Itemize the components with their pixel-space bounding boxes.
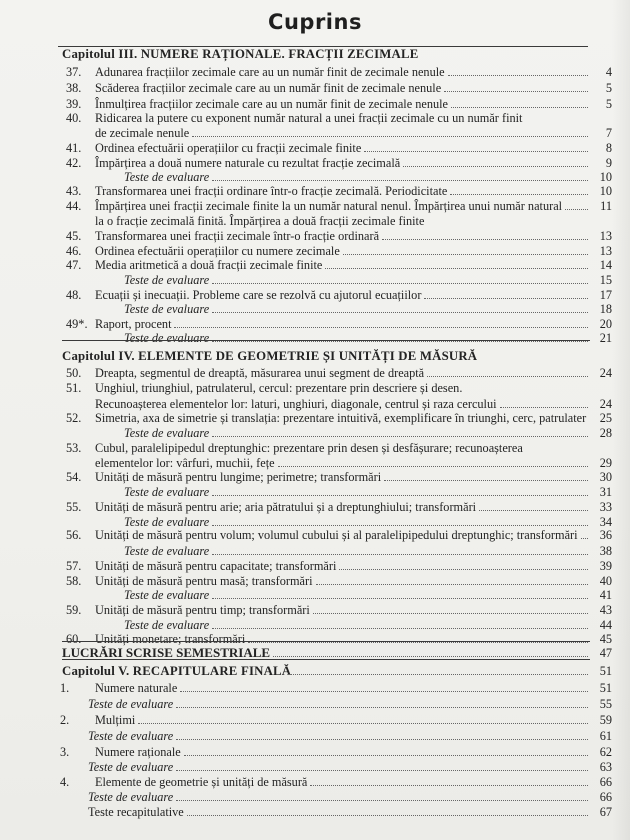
page-number: 39 — [599, 559, 612, 573]
entry-title: Unități de măsură pentru volum; volumul cubului și al paralelipipedului dreptunghic; transformări — [95, 528, 578, 542]
dot-leader — [212, 495, 588, 496]
page-number: 8 — [605, 141, 612, 155]
entry-title: Ridicarea la putere cu exponent număr natural a unei fracții zecimale cu un număr finit — [95, 111, 523, 125]
page-number: 20 — [599, 317, 612, 331]
page-number: 51 — [599, 681, 612, 695]
dot-leader — [427, 376, 588, 377]
page-number: 10 — [599, 184, 612, 198]
toc-entry — [0, 500, 630, 514]
toc-entry — [0, 456, 630, 470]
toc-entry — [0, 97, 630, 111]
page-number: 36 — [599, 528, 612, 542]
page-number: 66 — [599, 790, 612, 804]
dot-leader — [176, 800, 588, 801]
page-number: 7 — [605, 126, 612, 140]
page-number: 45 — [599, 632, 612, 646]
dot-leader — [212, 341, 588, 342]
entry-number: 37. — [66, 65, 82, 79]
dot-leader — [339, 569, 588, 570]
dot-leader — [273, 656, 588, 657]
toc-entry — [0, 317, 630, 331]
entry-title: Cubul, paralelipipedul dreptunghic: prezentare prin desen și desfășurare; recunoașterea — [95, 441, 523, 455]
toc-entry — [0, 411, 630, 425]
test-entry — [0, 273, 630, 287]
dot-leader — [212, 180, 588, 181]
page-number: 21 — [599, 331, 612, 345]
entry-title: Ordinea efectuării operațiilor cu numere zecimale — [95, 244, 340, 258]
section-rule — [62, 641, 590, 642]
page-number: 15 — [599, 273, 612, 287]
dot-leader — [212, 436, 588, 437]
toc-entry — [0, 632, 630, 646]
entry-title: Teste de evaluare — [88, 697, 174, 711]
entry-number: 3. — [60, 745, 70, 759]
page-number: 51 — [599, 664, 612, 678]
page-number: 5 — [605, 97, 612, 111]
entry-title: Teste de evaluare — [88, 760, 174, 774]
entry-number: 43. — [66, 184, 82, 198]
toc-entry — [0, 603, 630, 617]
dot-leader — [174, 327, 588, 328]
entry-title: Unități de măsură pentru capacitate; transformări — [95, 559, 337, 573]
page-number: 67 — [599, 805, 612, 819]
dot-leader — [313, 613, 588, 614]
entry-title: de zecimale nenule — [95, 126, 190, 140]
dot-leader — [424, 298, 588, 299]
entry-title: Mulțimi — [95, 713, 136, 727]
entry-number: 41. — [66, 141, 82, 155]
entry-number: 60. — [66, 632, 82, 646]
dot-leader — [180, 691, 588, 692]
page-number: 5 — [605, 81, 612, 95]
entry-title: Raport, procent — [95, 317, 172, 331]
toc-entry — [0, 199, 630, 213]
dot-leader — [382, 239, 588, 240]
toc-entry — [0, 65, 630, 79]
entry-title: Adunarea fracțiilor zecimale care au un număr finit de zecimale nenule — [95, 65, 445, 79]
page-number: 11 — [600, 199, 612, 213]
page-number: 63 — [599, 760, 612, 774]
test-entry — [0, 426, 630, 440]
dot-leader — [212, 312, 588, 313]
toc-entry — [0, 366, 630, 380]
dot-leader — [212, 525, 588, 526]
entry-title: Teste de evaluare — [124, 302, 210, 316]
entry-number: 59. — [66, 603, 82, 617]
entry-number: 49*. — [66, 317, 88, 331]
dot-leader — [288, 674, 588, 675]
test-entry — [0, 760, 630, 774]
dot-leader — [212, 283, 588, 284]
page-number: 30 — [599, 470, 612, 484]
page-number: 13 — [599, 229, 612, 243]
dot-leader — [364, 151, 588, 152]
entry-number: 53. — [66, 441, 82, 455]
test-entry — [0, 697, 630, 711]
test-entry — [0, 302, 630, 316]
page-number: 25 — [599, 411, 612, 425]
page-number: 44 — [599, 618, 612, 632]
toc-entry — [0, 441, 630, 455]
entry-number: 1. — [60, 681, 70, 695]
entry-title: Simetria, axa de simetrie și translația: prezentare intuitivă, exemplificare în triunghi, cerc, patrulater — [95, 411, 587, 425]
dot-leader — [187, 815, 588, 816]
page-number: 62 — [599, 745, 612, 759]
dot-leader — [451, 107, 588, 108]
page-number: 24 — [599, 366, 612, 380]
entry-title: Teste recapitulative — [88, 805, 184, 819]
entry-title: Teste de evaluare — [124, 485, 210, 499]
toc-entry — [0, 559, 630, 573]
entry-title: Teste de evaluare — [124, 426, 210, 440]
toc-entry — [0, 244, 630, 258]
toc-entry — [0, 775, 630, 789]
entry-title: Teste de evaluare — [88, 790, 174, 804]
entry-title: Ecuații și inecuații. Probleme care se rezolvă cu ajutorul ecuațiilor — [95, 288, 422, 302]
entry-title: Teste de evaluare — [124, 544, 210, 558]
entry-title: Elemente de geometrie și unități de măsură — [95, 775, 308, 789]
entry-title: Transformarea unei fracții zecimale într-o fracție ordinară — [95, 229, 380, 243]
dot-leader — [248, 642, 588, 643]
entry-title: Ordinea efectuării operațiilor cu fracții zecimale finite — [95, 141, 362, 155]
page-number: 61 — [599, 729, 612, 743]
entry-number: 47. — [66, 258, 82, 272]
entry-number: 48. — [66, 288, 82, 302]
page-number: 18 — [599, 302, 612, 316]
entry-number: 2. — [60, 713, 70, 727]
entry-number: 45. — [66, 229, 82, 243]
test-entry — [0, 485, 630, 499]
dot-leader — [448, 75, 588, 76]
toc-entry — [0, 214, 630, 228]
page-number: 31 — [599, 485, 612, 499]
dot-leader — [278, 466, 588, 467]
section-rule — [62, 340, 590, 341]
entry-title: Teste de evaluare — [124, 170, 210, 184]
page-number: 59 — [599, 713, 612, 727]
entry-title: LUCRĂRI SCRISE SEMESTRIALE — [62, 645, 271, 660]
toc-entry — [0, 528, 630, 542]
entry-number: 54. — [66, 470, 82, 484]
entry-title: Numere raționale — [95, 745, 181, 759]
page-number: 41 — [599, 588, 612, 602]
dot-leader — [565, 209, 588, 210]
test-entry — [0, 805, 630, 819]
test-entry — [0, 170, 630, 184]
entry-title: Împărțirea unei fracții zecimale finite la un număr natural nenul. Împărțirea unui număr natural — [95, 199, 563, 213]
entry-title: Înmulțirea fracțiilor zecimale care au un număr finit de zecimale nenule — [95, 97, 449, 111]
toc-entry — [0, 713, 630, 727]
page-number: 47 — [599, 646, 612, 660]
test-entry — [0, 790, 630, 804]
dot-leader — [176, 770, 588, 771]
toc-entry — [0, 574, 630, 588]
entry-number: 42. — [66, 156, 82, 170]
entry-number: 52. — [66, 411, 82, 425]
toc-entry — [0, 229, 630, 243]
dot-leader — [176, 739, 588, 740]
page-number: 17 — [599, 288, 612, 302]
dot-leader — [138, 723, 588, 724]
dot-leader — [343, 254, 588, 255]
page-number: 33 — [599, 500, 612, 514]
entry-number: 58. — [66, 574, 82, 588]
entry-number: 40. — [66, 111, 82, 125]
entry-number: 57. — [66, 559, 82, 573]
toc-entry — [0, 184, 630, 198]
dot-leader — [310, 785, 588, 786]
entry-number: 38. — [66, 81, 82, 95]
entry-number: 55. — [66, 500, 82, 514]
entry-number: 39. — [66, 97, 82, 111]
test-entry — [0, 515, 630, 529]
toc-entry — [0, 141, 630, 155]
page-number: 55 — [599, 697, 612, 711]
entry-number: 44. — [66, 199, 82, 213]
dot-leader — [450, 194, 588, 195]
entry-title: Teste de evaluare — [124, 515, 210, 529]
entry-title: Unități de măsură pentru lungime; perimetre; transformări — [95, 470, 382, 484]
entry-title: Dreapta, segmentul de dreaptă, măsurarea unui segment de dreaptă — [95, 366, 425, 380]
page-number: 14 — [599, 258, 612, 272]
dot-leader — [384, 480, 588, 481]
dot-leader — [325, 268, 588, 269]
toc-entry — [0, 258, 630, 272]
dot-leader — [479, 510, 588, 511]
entry-number: 46. — [66, 244, 82, 258]
dot-leader — [212, 628, 588, 629]
entry-number: 4. — [60, 775, 70, 789]
entry-number: 51. — [66, 381, 82, 395]
chapter-heading — [0, 349, 630, 363]
page-number: 9 — [605, 156, 612, 170]
toc-entry — [0, 126, 630, 140]
chapter-heading — [0, 664, 630, 678]
page-number: 28 — [599, 426, 612, 440]
page-number: 29 — [599, 456, 612, 470]
entry-title: Unități de măsură pentru timp; transformări — [95, 603, 310, 617]
page-number: 66 — [599, 775, 612, 789]
dot-leader — [212, 554, 588, 555]
entry-number: 56. — [66, 528, 82, 542]
dot-leader — [184, 755, 588, 756]
dot-leader — [192, 136, 588, 137]
dot-leader — [500, 407, 588, 408]
entry-title: Recunoașterea elementelor lor: laturi, unghiuri, diagonale, centrul și raza cercului — [95, 397, 497, 411]
page-number: 4 — [605, 65, 612, 79]
entry-title: Teste de evaluare — [88, 729, 174, 743]
toc-entry — [0, 745, 630, 759]
entry-title: Teste de evaluare — [124, 588, 210, 602]
entry-title: Media aritmetică a două fracții zecimale finite — [95, 258, 323, 272]
entry-title: Capitolul V. RECAPITULARE FINALĂ — [62, 664, 292, 678]
entry-title: Capitolul III. NUMERE RAȚIONALE. FRACȚII ZECIMALE — [62, 47, 419, 61]
entry-title: Teste de evaluare — [124, 273, 210, 287]
entry-title: la o fracție zecimală finită. Împărțirea a două fracții zecimale finite — [95, 214, 425, 228]
dot-leader — [176, 707, 588, 708]
toc-entry — [0, 111, 630, 125]
toc-entry — [0, 470, 630, 484]
entry-title: Transformarea unei fracții ordinare într-o fracție zecimală. Periodicitate — [95, 184, 448, 198]
section-heading — [0, 646, 630, 660]
entry-title: Împărțirea a două numere naturale cu rezultat fracție zecimală — [95, 156, 401, 170]
entry-title: elementelor lor: vârfuri, muchii, fețe — [95, 456, 275, 470]
dot-leader — [444, 91, 588, 92]
test-entry — [0, 544, 630, 558]
page-number: 13 — [599, 244, 612, 258]
toc-entry — [0, 81, 630, 95]
dot-leader — [403, 166, 588, 167]
entry-title: Unghiul, triunghiul, patrulaterul, cercul: prezentare prin descriere și desen. — [95, 381, 463, 395]
page-number: 43 — [599, 603, 612, 617]
toc-entry — [0, 381, 630, 395]
dot-leader — [316, 584, 588, 585]
entry-number: 50. — [66, 366, 82, 380]
toc-entry — [0, 681, 630, 695]
entry-title: Teste de evaluare — [124, 331, 210, 345]
test-entry — [0, 331, 630, 345]
test-entry — [0, 729, 630, 743]
entry-title: Unități de măsură pentru arie; aria pătratului și a dreptunghiului; transformări — [95, 500, 477, 514]
page-number: 34 — [599, 515, 612, 529]
entry-title: Unități de măsură pentru masă; transformări — [95, 574, 313, 588]
page-number: 24 — [599, 397, 612, 411]
entry-title: Scăderea fracțiilor zecimale care au un număr finit de zecimale nenule — [95, 81, 442, 95]
page-number: 40 — [599, 574, 612, 588]
test-entry — [0, 588, 630, 602]
toc-entry — [0, 288, 630, 302]
test-entry — [0, 618, 630, 632]
section-rule — [62, 659, 590, 660]
toc-entry — [0, 156, 630, 170]
dot-leader — [212, 598, 588, 599]
entry-title: Capitolul IV. ELEMENTE DE GEOMETRIE ȘI UNITĂȚI DE MĂSURĂ — [62, 349, 478, 363]
toc-entry — [0, 397, 630, 411]
chapter-heading — [0, 47, 630, 61]
entry-title: Unități monetare; transformări — [95, 632, 246, 646]
entry-title: Teste de evaluare — [124, 618, 210, 632]
page-number: 38 — [599, 544, 612, 558]
entry-title: Numere naturale — [95, 681, 178, 695]
page-number: 10 — [599, 170, 612, 184]
page-title: Cuprins — [268, 10, 362, 34]
